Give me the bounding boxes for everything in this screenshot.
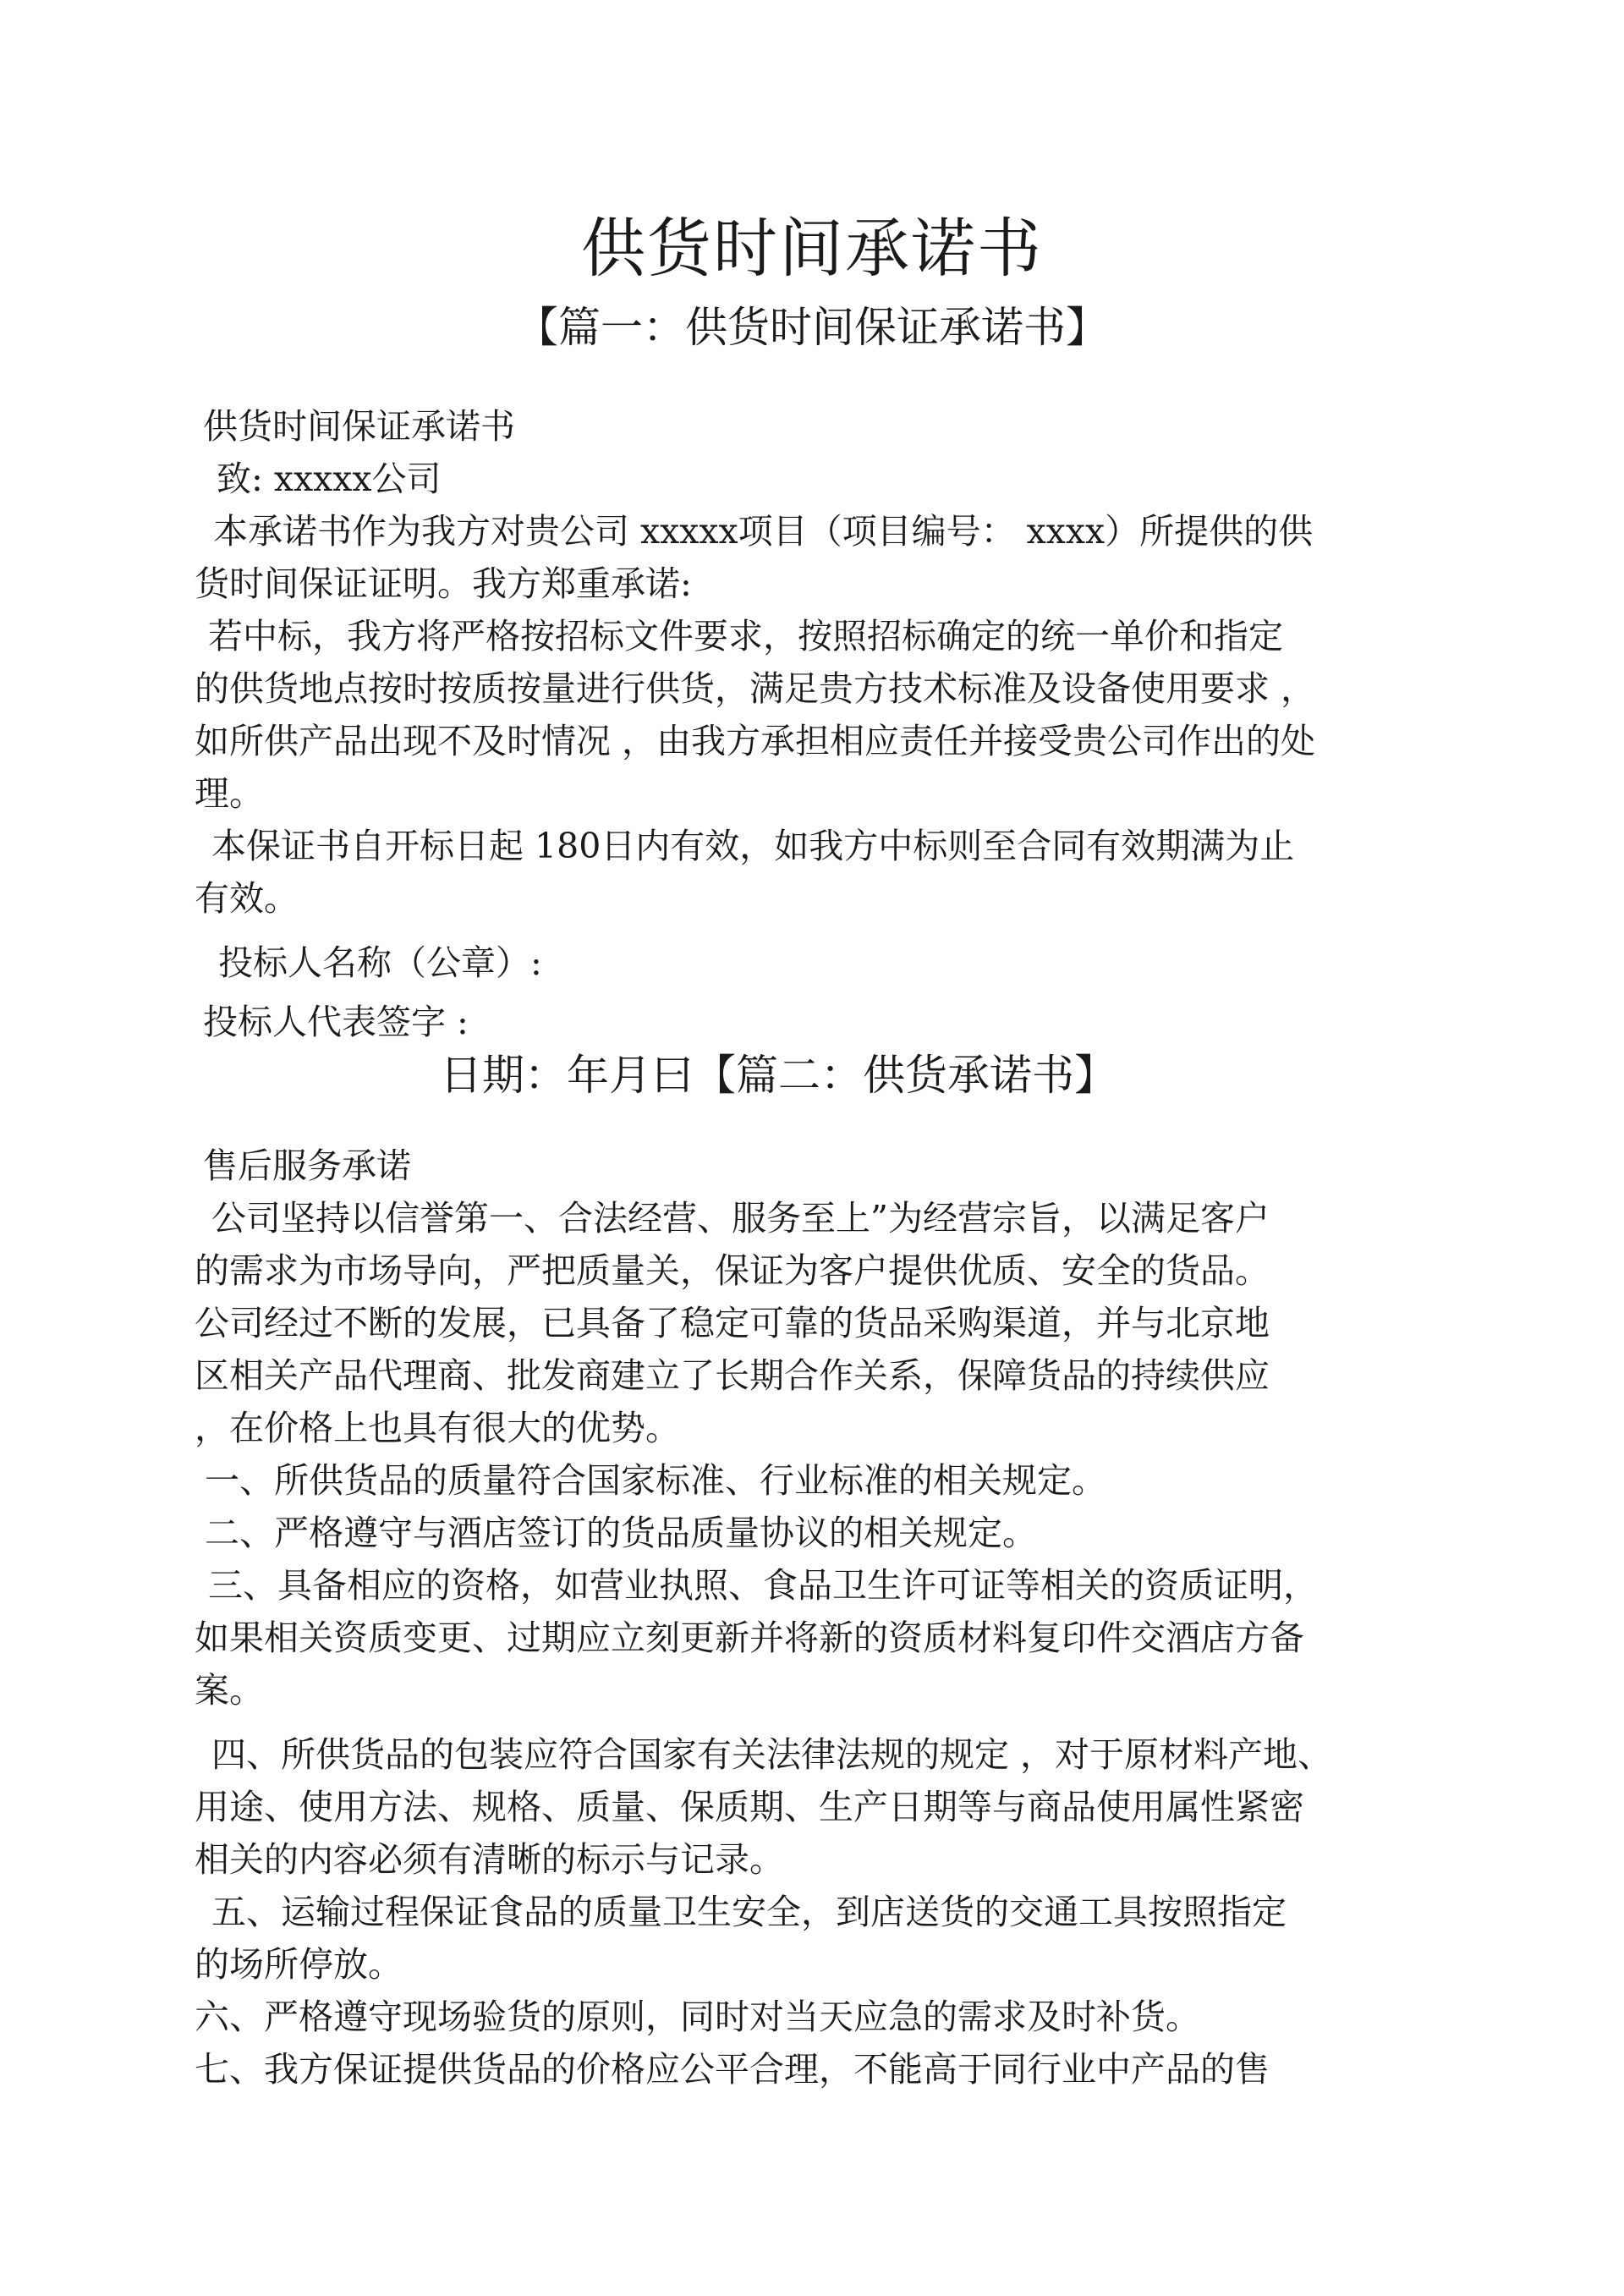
body-line: 若中标，我方将严格按招标文件要求，按照招标确定的统一单价和指定 [208, 616, 1283, 656]
signature-company-line: 投标人名称（公章）: [218, 942, 542, 983]
body-line: 的供货地点按时按质按量进行供货，满足贵方技术标准及设备使用要求 ， [195, 668, 1316, 709]
body-line: 如果相关资质变更、过期应立刻更新并将新的资质材料复印件交酒店方备 [195, 1618, 1304, 1658]
body-line: 如所供产品出现不及时情况 ，由我方承担相应责任并接受贵公司作出的处 [195, 721, 1316, 761]
body-line: 致: xxxxx公司 [217, 459, 442, 499]
body-line: 供货时间保证承诺书 [203, 406, 515, 447]
body-line: 相关的内容必须有清晰的标示与记录。 [195, 1839, 784, 1880]
body-line: 货时间保证证明。我方郑重承诺: [195, 563, 692, 604]
list-item: 三、具备相应的资格，如营业执照、食品卫生许可证等相关的资质证明， [208, 1565, 1318, 1606]
body-line: 本承诺书作为我方对贵公司 xxxxx项目（项目编号： xxxx）所提供的供 [213, 511, 1314, 552]
body-line: 案。 [195, 1670, 264, 1711]
date-and-section2-heading: 日期：年月曰【篇二：供货承诺书】 [440, 1051, 1116, 1100]
list-item: 二、严格遵守与酒店签订的货品质量协议的相关规定。 [205, 1513, 1037, 1553]
list-item: 七、我方保证提供货品的价格应公平合理，不能高于同行业中产品的售 [195, 2049, 1270, 2090]
body-line: 用途、使用方法、规格、质量、保质期、生产日期等与商品使用属性紧密 [195, 1787, 1304, 1827]
body-line: 理。 [195, 773, 264, 814]
list-item: 四、所供货品的包装应符合国家有关法律法规的规定 ，对于原材料产地、 [211, 1734, 1333, 1775]
document-title: 供货时间承诺书 [581, 211, 1043, 286]
body-line: 的需求为市场导向，严把质量关，保证为客户提供优质、安全的货品。 [195, 1250, 1270, 1291]
body-line: ，在价格上也具有很大的优势。 [195, 1408, 680, 1448]
list-item: 六、严格遵守现场验货的原则，同时对当天应急的需求及时补货。 [195, 1997, 1200, 2037]
list-item: 五、运输过程保证食品的质量卫生安全，到店送货的交通工具按照指定 [211, 1892, 1287, 1932]
list-item: 一、所供货品的质量符合国家标准、行业标准的相关规定。 [205, 1460, 1106, 1501]
body-line: 的场所停放。 [195, 1944, 403, 1985]
body-line: 公司经过不断的发展，已具备了稳定可靠的货品采购渠道，并与北京地 [195, 1303, 1270, 1343]
section1-heading: 【篇一：供货时间保证承诺书】 [516, 303, 1108, 352]
body-line: 本保证书自开标日起 180日内有效，如我方中标则至合同有效期满为止 [211, 826, 1295, 866]
body-line: 有效。 [195, 878, 299, 919]
signature-representative-line: 投标人代表签字 : [203, 1002, 469, 1042]
body-line: 售后服务承诺 [203, 1145, 411, 1186]
body-line: 区相关产品代理商、批发商建立了长期合作关系，保障货品的持续供应 [195, 1355, 1270, 1396]
body-line: 公司坚持以信誉第一、合法经营、服务至上”为经营宗旨，以满足客户 [211, 1198, 1270, 1239]
